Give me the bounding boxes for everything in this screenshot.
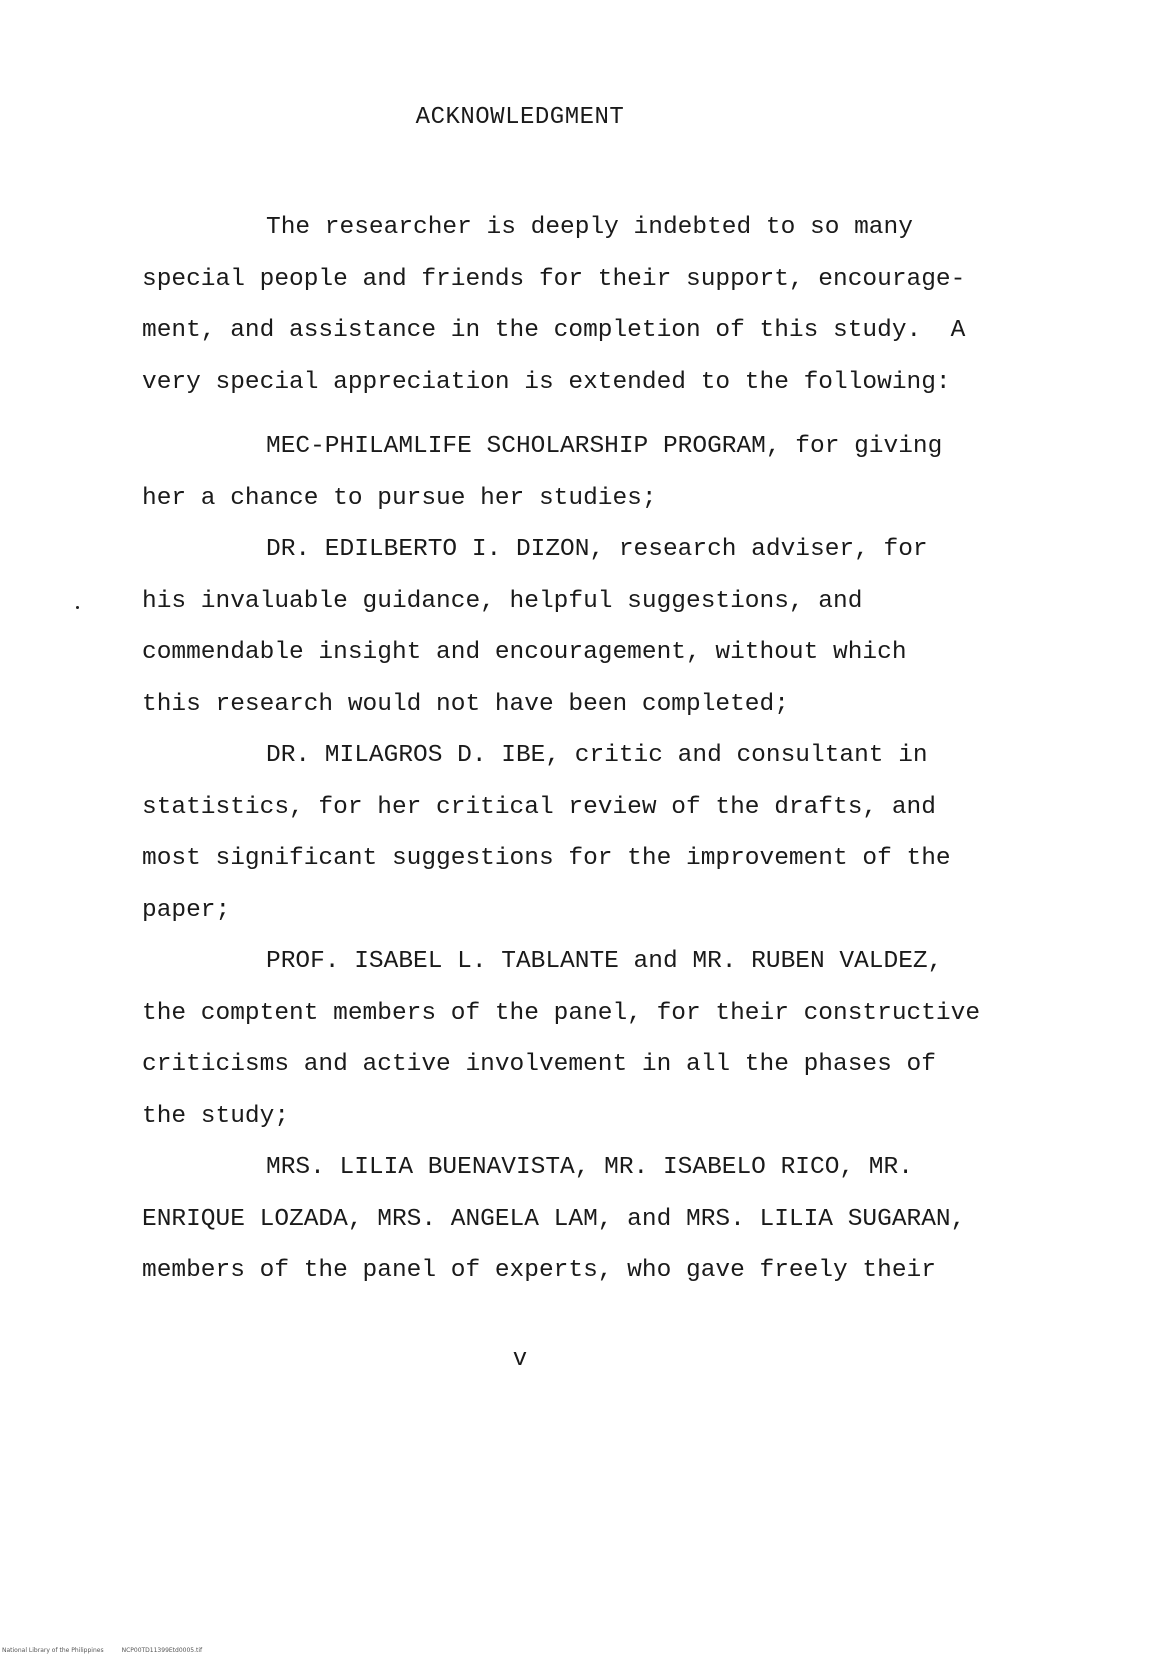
text-line: commendable insight and encouragement, without which xyxy=(142,639,907,666)
text-line: DR. MILAGROS D. IBE, critic and consultant in xyxy=(266,742,928,769)
page-number: v xyxy=(512,1346,528,1373)
text-line: criticisms and active involvement in all the phases of xyxy=(142,1051,936,1078)
text-line: the comptent members of the panel, for their constructive xyxy=(142,999,981,1027)
text-line: statistics, for her critical review of the drafts, and xyxy=(142,793,936,821)
text-line: her a chance to pursue her studies; xyxy=(142,484,657,512)
library-credit: National Library of the Philippines xyxy=(2,1647,104,1654)
text-line: MEC-PHILAMLIFE SCHOLARSHIP PROGRAM, for giving xyxy=(266,433,943,460)
page-title: ACKNOWLEDGMENT xyxy=(415,104,625,131)
text-line: PROF. ISABEL L. TABLANTE and MR. RUBEN VALDEZ, xyxy=(266,948,943,975)
text-line: The researcher is deeply indebted to so many xyxy=(266,214,913,241)
text-line: most significant suggestions for the improvement of the xyxy=(142,845,951,872)
text-line: special people and friends for their support, encourage- xyxy=(142,265,966,293)
text-line: ment, and assistance in the completion of this study. A xyxy=(142,317,966,344)
text-line: DR. EDILBERTO I. DIZON, research adviser, for xyxy=(266,536,928,563)
text-line: members of the panel of experts, who gave freely their xyxy=(142,1257,936,1284)
text-line: MRS. LILIA BUENAVISTA, MR. ISABELO RICO, MR. xyxy=(266,1154,913,1181)
text-line: ENRIQUE LOZADA, MRS. ANGELA LAM, and MRS. LILIA SUGARAN, xyxy=(142,1205,966,1233)
scan-footer xyxy=(2,1647,220,1654)
text-line: this research would not have been completed; xyxy=(142,690,789,718)
text-line: his invaluable guidance, helpful suggestions, and xyxy=(142,587,863,615)
text-line: very special appreciation is extended to the following: xyxy=(142,368,951,396)
text-line: paper; xyxy=(142,896,231,924)
scan-speck xyxy=(76,606,79,609)
text-line: the study; xyxy=(142,1102,290,1130)
acknowledgment-body xyxy=(142,208,1042,1303)
file-id: NCP00TD11399Etd0005.tif xyxy=(121,1647,203,1654)
